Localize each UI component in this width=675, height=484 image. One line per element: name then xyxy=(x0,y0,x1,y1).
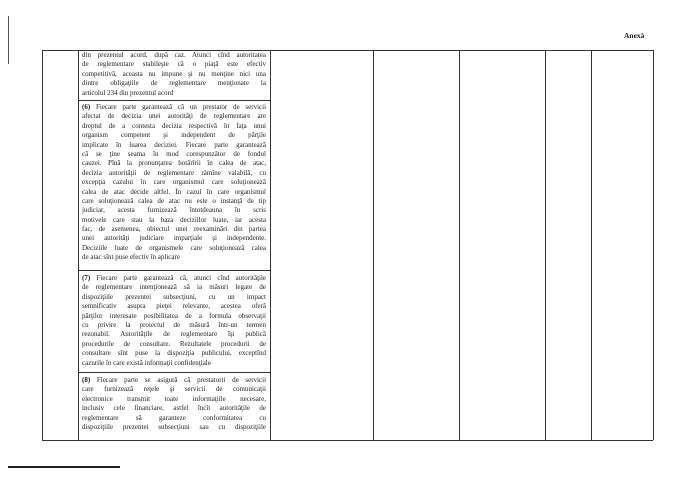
column-border xyxy=(78,50,79,440)
line-text: dreptul de a contesta decizia respectivă în faţa unui xyxy=(82,121,266,130)
text-line xyxy=(82,340,266,349)
table-cell-empty xyxy=(546,51,591,440)
text-line xyxy=(82,159,266,168)
text-line xyxy=(82,112,266,121)
text-line xyxy=(82,385,266,394)
text-line xyxy=(82,349,266,358)
text-line xyxy=(82,359,266,368)
text-line xyxy=(82,312,266,321)
line-text: părţilor interesate posibilitatea de a formula observaţii xyxy=(82,311,266,320)
text-line xyxy=(82,150,266,159)
paragraph-number: (8) xyxy=(82,376,91,384)
table-cell-empty xyxy=(460,51,545,440)
line-text: care furnizează reţele şi servicii de comunicaţii xyxy=(82,385,266,394)
line-text: de atac sînt puse efectiv în aplicare xyxy=(82,253,180,262)
line-text: decizia autorităţii de reglementare rămîne valabilă, cu xyxy=(82,168,266,177)
line-text: procedurile de consultare. Rezultatele procedurii de xyxy=(82,339,266,348)
text-line xyxy=(82,423,266,432)
text-line xyxy=(82,178,266,187)
line-text: cazurile în care există informaţii confidenţiale xyxy=(82,358,211,367)
text-line xyxy=(82,321,266,330)
line-text: Deciziile luate de organismele care soluţionează calea xyxy=(82,243,266,252)
line-text: de reglementare stabileşte că o piaţă este efectiv xyxy=(82,60,266,69)
text-line xyxy=(82,234,266,243)
line-text: implicate în luarea deciziei. Fiecare parte garantează xyxy=(82,140,266,149)
line-text: organism competent şi independent de părţile xyxy=(82,131,266,140)
text-line xyxy=(82,169,266,178)
line-text: articolul 234 din prezentul acord xyxy=(82,88,174,97)
text-line xyxy=(82,414,266,423)
line-text: dispoziţiile prezentei subsecţiuni, cu un impact xyxy=(82,292,266,301)
line-text: rezonabil. Autorităţile de reglementare îşi publică xyxy=(82,330,266,339)
paragraph-3 xyxy=(82,274,266,368)
row-separator xyxy=(78,100,270,101)
text-line xyxy=(82,79,266,88)
text-line xyxy=(82,206,266,215)
line-text: Fiecare parte garantează că un prestator de servicii xyxy=(95,103,266,111)
line-text: electronice transmit toate informaţiile necesare, xyxy=(82,394,266,403)
line-text: Fiecare parte se asigură că prestatorii de servicii xyxy=(96,376,266,384)
text-line xyxy=(82,225,266,234)
line-text: judiciar, acesta furnizează întotdeauna în scris xyxy=(82,206,266,215)
table-cell-empty xyxy=(271,51,373,440)
line-text: de reglementare intenţionează să ia măsuri legate de xyxy=(82,283,266,292)
paragraph-1 xyxy=(82,51,266,98)
line-text: excepţia cazului în care organismul care soluţionează xyxy=(82,178,266,187)
footer-rule xyxy=(8,466,120,468)
line-text: inclusiv cele financiare, astfel încît autorităţile de xyxy=(82,404,266,413)
line-text: că se ţine seama în mod corespunzător de fondul xyxy=(82,149,266,158)
line-text: calea de atac decide altfel. În cazul în care organismul xyxy=(82,187,266,196)
line-text: cauzei. Pînă la pronunţarea hotărîrii în calea de atac, xyxy=(82,159,266,168)
table-bottom-border xyxy=(42,440,653,441)
table-cell-empty xyxy=(374,51,459,440)
text-line xyxy=(82,376,266,385)
line-text: unei autorităţi judiciare imparţiale şi independente. xyxy=(82,234,266,243)
scan-edge-line xyxy=(8,16,9,64)
text-line xyxy=(82,302,266,311)
text-line xyxy=(82,330,266,339)
text-line xyxy=(82,60,266,69)
text-line xyxy=(82,141,266,150)
text-line xyxy=(82,51,266,60)
line-text: cu privire la proiectul de măsură într-un termen xyxy=(82,320,266,329)
paragraph-2 xyxy=(82,103,266,263)
text-line xyxy=(82,131,266,140)
text-line xyxy=(82,274,266,283)
annex-label: Anexă xyxy=(624,31,645,40)
line-text: competitivă, aceasta nu impune şi nu menţine nici una xyxy=(82,69,266,78)
text-line xyxy=(82,395,266,404)
row-separator xyxy=(78,372,270,373)
line-text: dintre obligaţiile de reglementare menţionate la xyxy=(82,79,266,88)
text-line xyxy=(82,293,266,302)
text-line xyxy=(82,197,266,206)
text-line xyxy=(82,70,266,79)
line-text: afectat de decizia unei autorităţi de reglementare are xyxy=(82,112,266,121)
column-border xyxy=(653,50,654,440)
paragraph-4 xyxy=(82,376,266,432)
text-line xyxy=(82,283,266,292)
text-line xyxy=(82,404,266,413)
text-line xyxy=(82,89,266,98)
line-text: reglementare să garanteze conformitatea cu xyxy=(82,413,266,422)
text-line xyxy=(82,216,266,225)
text-line xyxy=(82,103,266,112)
row-separator xyxy=(78,270,270,271)
text-line xyxy=(82,253,266,262)
line-text: fac, de asemenea, obiectul unei reexaminări din partea xyxy=(82,225,266,234)
line-text: Fiecare parte garantează că, atunci cînd autorităţile xyxy=(96,274,266,282)
line-text: dispoziţiile prezentei subsecţiuni sau cu dispoziţiile xyxy=(82,422,266,431)
text-line xyxy=(82,122,266,131)
text-line xyxy=(82,188,266,197)
line-text: consultare sînt puse la dispoziţia publicului, exceptînd xyxy=(82,349,266,358)
line-text: care soluţionează calea de atac nu este o instanţă de tip xyxy=(82,196,266,205)
table-cell-empty xyxy=(592,51,653,440)
paragraph-number: (7) xyxy=(82,274,91,282)
paragraph-number: (6) xyxy=(82,103,91,111)
line-text: motivele care stau la baza deciziilor luate, iar acesta xyxy=(82,215,266,224)
line-text: semnificativ asupra pieţei relevante, acestea oferă xyxy=(82,302,266,311)
table-cell-empty xyxy=(43,51,78,440)
line-text: din prezentul acord, după caz. Atunci cînd autoritatea xyxy=(82,51,266,59)
text-line xyxy=(82,244,266,253)
